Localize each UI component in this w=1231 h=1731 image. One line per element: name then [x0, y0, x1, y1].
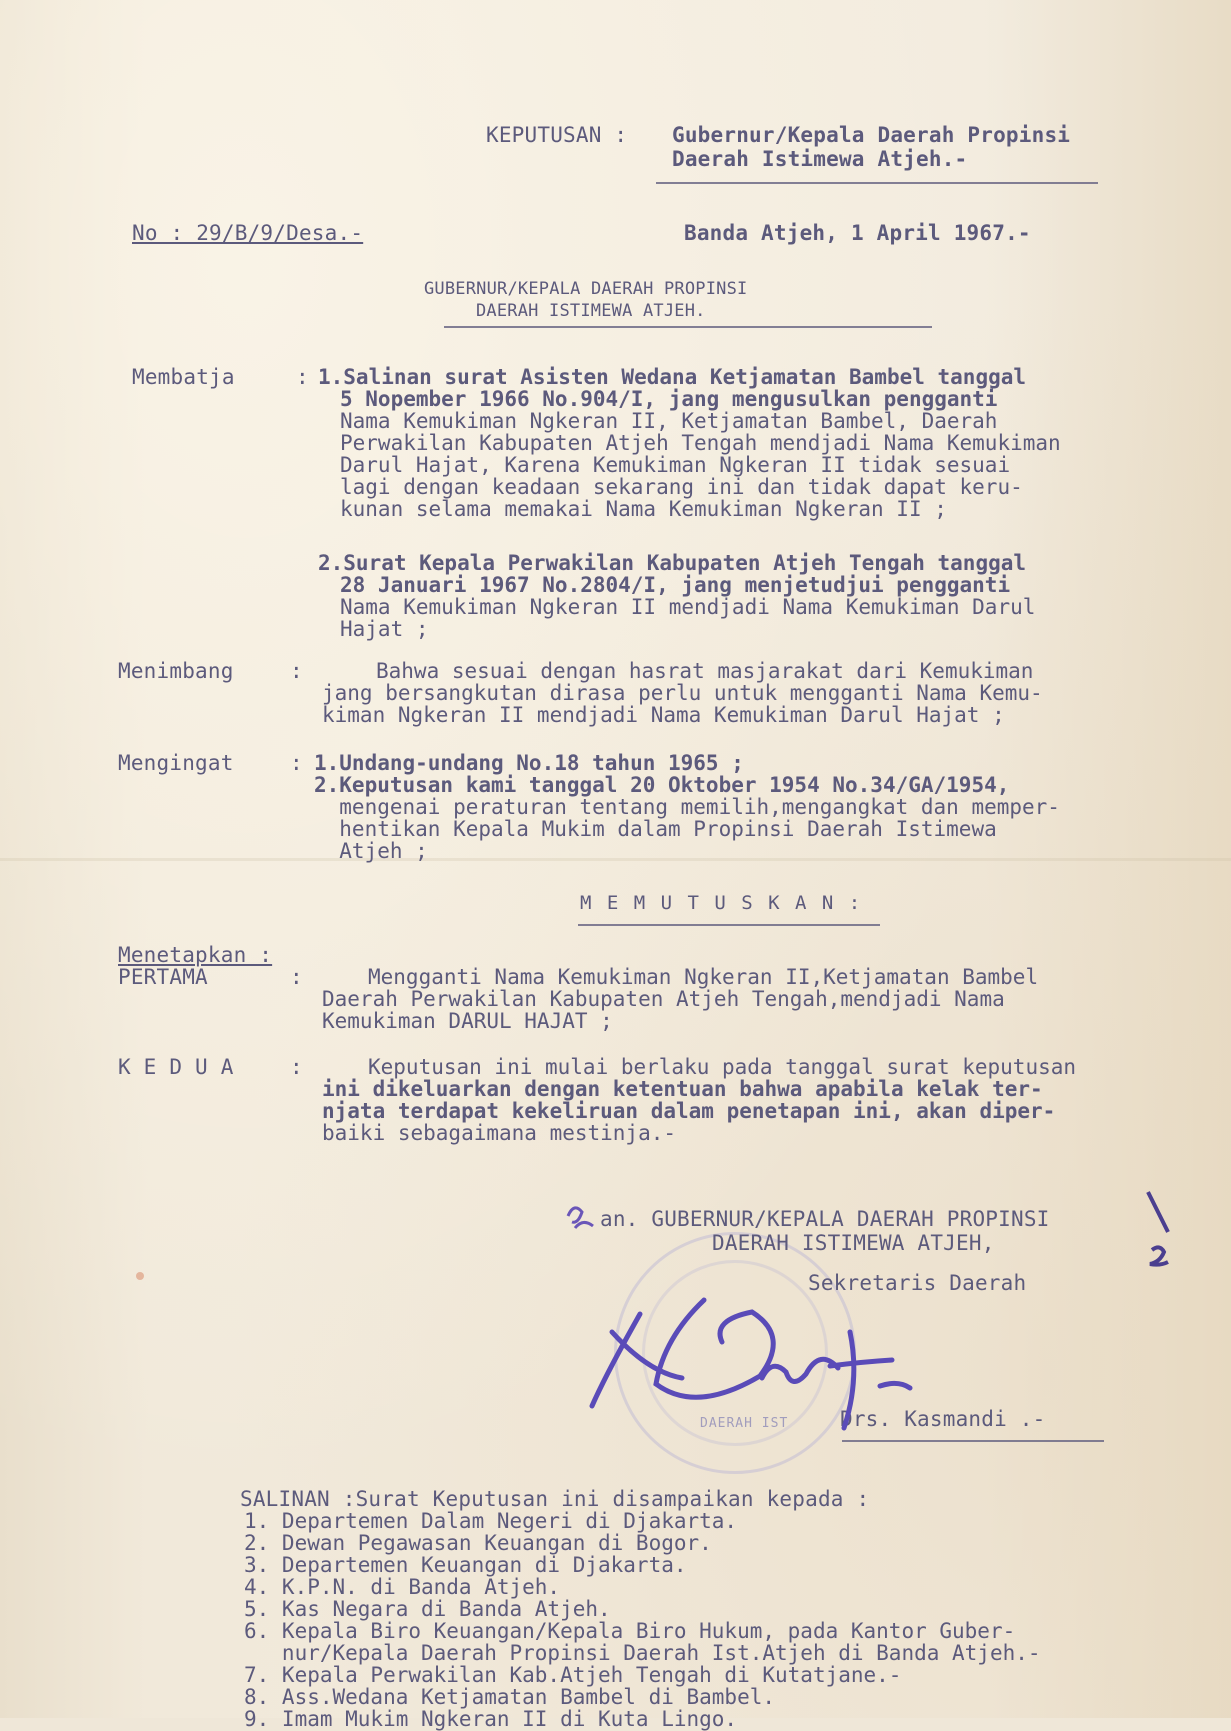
mengingat-label: Mengingat [118, 751, 234, 775]
distribution-item: 4. K.P.N. di Banda Atjeh. [244, 1575, 561, 1599]
issuer-line-2: DAERAH ISTIMEWA ATJEH. [476, 301, 706, 321]
menetapkan-label: Menetapkan : [118, 943, 273, 967]
menimbang-separator: : [290, 659, 303, 683]
membatja-label: Membatja [132, 365, 235, 389]
mengingat-text: 1.Undang-undang No.18 tahun 1965 ; 2.Keputusan kami tanggal 20 Oktober 1954 No.34/GA/1954, mengenai peraturan tentang memilih,mengangkat dan memper- hentikan Kepala Mukim dalam Propinsi Daerah Istimewa Atjeh ; [314, 751, 1060, 863]
distribution-item: 5. Kas Negara di Banda Atjeh. [244, 1597, 611, 1621]
distribution-item: nur/Kepala Daerah Propinsi Daerah Ist.Atjeh di Banda Atjeh.- [244, 1641, 1041, 1665]
pertama-text: Mengganti Nama Kemukiman Ngkeran II,Ketjamatan Bambel Daerah Perwakilan Kabupaten Atjeh Tengah,mendjadi Nama Kemukiman DARUL HAJAT ; [322, 965, 1039, 1033]
membatja-item-1: 1.Salinan surat Asisten Wedana Ketjamatan Bambel tanggal 5 Nopember 1966 No.904/I, jang mengusulkan pengganti Nama Kemukiman Ngkeran II, Ketjamatan Bambel, Daerah Perwakilan Kabupaten Atjeh Tengah mendjadi Nama Kemukiman Darul Hajat, Karena Kemukiman Ngkeran II tidak sesuai lagi dengan keadaan sekarang ini dan tidak dapat keru- kunan selama memakai Nama Kemukiman Ngkeran II ; [318, 365, 1061, 521]
signatory-name: Drs. Kasmandi .- [840, 1407, 1046, 1431]
menimbang-label: Menimbang [118, 659, 234, 683]
pertama-label: PERTAMA [118, 965, 208, 989]
on-behalf-line: an. GUBERNUR/KEPALA DAERAH PROPINSI [600, 1207, 1050, 1231]
decree-label: KEPUTUSAN : [486, 123, 628, 147]
authority-line-1: Gubernur/Kepala Daerah Propinsi [672, 123, 1071, 147]
stamp-text: DAERAH IST [700, 1416, 789, 1431]
distribution-item: 8. Ass.Wedana Ketjamatan Bambel di Bambel. [244, 1685, 776, 1709]
initial-mark [1148, 1192, 1168, 1265]
signature-strokes [592, 1300, 910, 1428]
place-date: Banda Atjeh, 1 April 1967.- [684, 221, 1031, 245]
authority-line-2: Daerah Istimewa Atjeh.- [672, 147, 968, 171]
membatja-separator: : [296, 365, 309, 389]
distribution-item: 2. Dewan Pegawasan Keuangan di Bogor. [244, 1531, 712, 1555]
distribution-item: 1. Departemen Dalam Negeri di Djakarta. [244, 1509, 738, 1533]
kedua-text: Keputusan ini mulai berlaku pada tanggal surat keputusan ini dikeluarkan dengan ketentuan bahwa apabila kelak ter- njata terdapat kekeliruan dalam penetapan ini, akan diper- baiki sebagaimana mestinja.- [322, 1055, 1077, 1145]
document-number: No : 29/B/9/Desa.- [132, 221, 364, 245]
distribution-item: 6. Kepala Biro Keuangan/Kepala Biro Hukum, pada Kantor Guber- [244, 1619, 1016, 1643]
signature-authority-line-2: DAERAH ISTIMEWA ATJEH, [712, 1231, 995, 1255]
distribution-list [244, 1510, 1041, 1730]
memutuskan-heading: M E M U T U S K A N : [580, 892, 863, 914]
distribution-item: 3. Departemen Keuangan di Djakarta. [244, 1553, 687, 1577]
pertama-separator: : [290, 965, 303, 989]
kedua-separator: : [290, 1055, 303, 1079]
signatory-role: Sekretaris Daerah [808, 1271, 1027, 1295]
distribution-heading: SALINAN :Surat Keputusan ini disampaikan kepada : [240, 1487, 870, 1511]
paraph-mark [568, 1208, 593, 1228]
issuer-line-1: GUBERNUR/KEPALA DAERAH PROPINSI [424, 279, 748, 299]
kedua-label: K E D U A [118, 1055, 234, 1079]
menimbang-text: Bahwa sesuai dengan hasrat masjarakat dari Kemukiman jang bersangkutan dirasa perlu untuk mengganti Nama Kemu- kiman Ngkeran II mendjadi Nama Kemukiman Darul Hajat ; [322, 659, 1043, 727]
membatja-item-2: 2.Surat Kepala Perwakilan Kabupaten Atjeh Tengah tanggal 28 Januari 1967 No.2804/I, jang menjetudjui pengganti Nama Kemukiman Ngkeran II mendjadi Nama Kemukiman Darul Hajat ; [318, 551, 1036, 641]
distribution-item: 9. Imam Mukim Ngkeran II di Kuta Lingo. [244, 1707, 738, 1731]
mengingat-separator: : [290, 751, 303, 775]
distribution-item: 7. Kepala Perwakilan Kab.Atjeh Tengah di Kutatjane.- [244, 1663, 902, 1687]
